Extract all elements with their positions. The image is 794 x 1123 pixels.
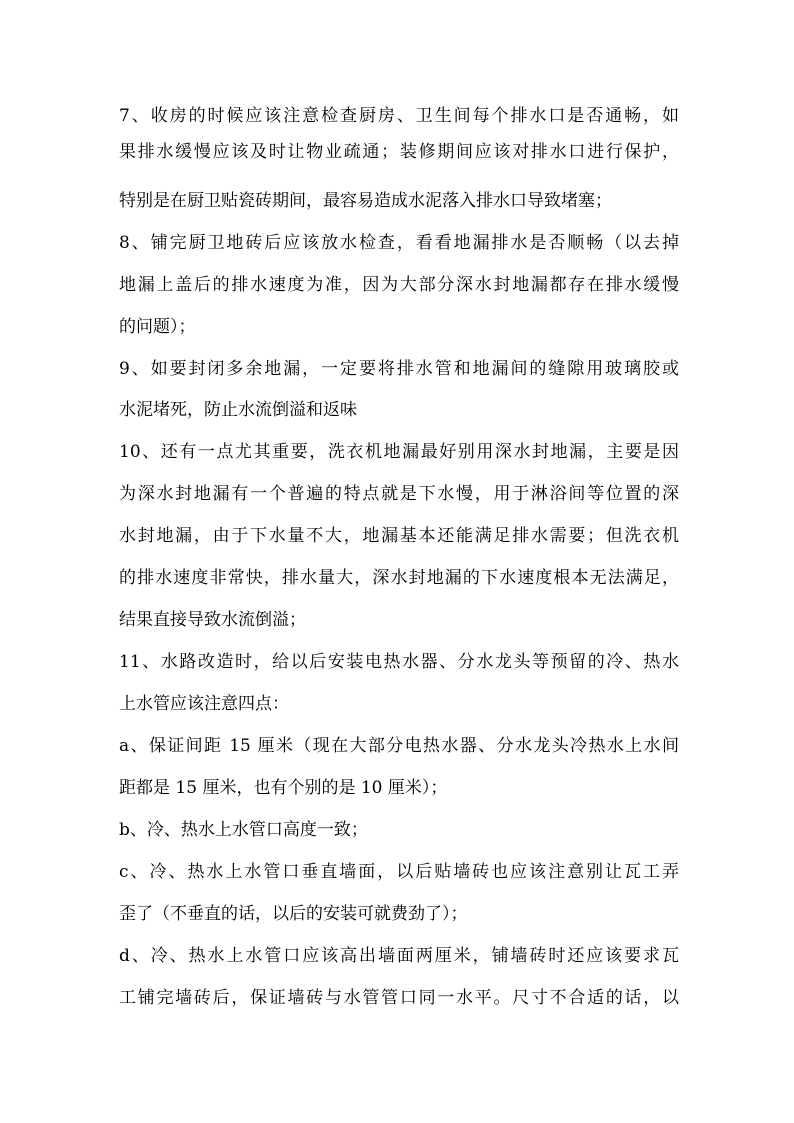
text-line: 的排水速度非常快，排水量大，深水封地漏的下水速度根本无法满足，	[119, 568, 679, 588]
text-line: 的问题）；	[119, 317, 196, 337]
text-line: 水泥堵死，防止水流倒溢和返味	[119, 400, 357, 420]
text-line: b、冷、热水上水管口高度一致；	[119, 820, 368, 840]
text-line: 歪了（不垂直的话，以后的安装可就费劲了）；	[119, 904, 468, 924]
text-line: 工铺完墙砖后，保证墙砖与水管管口同一水平。尺寸不合适的话，以	[119, 988, 679, 1008]
text-line: c、冷、热水上水管口垂直墙面，以后贴墙砖也应该注意别让瓦工弄	[119, 862, 679, 882]
text-line: 水封地漏，由于下水量不大，地漏基本还能满足排水需要；但洗衣机	[119, 526, 679, 546]
text-line: 8、铺完厨卫地砖后应该放水检查，看看地漏排水是否顺畅（以去掉	[119, 233, 679, 253]
text-line: 距都是 15 厘米，也有个别的是 10 厘米）；	[119, 778, 448, 798]
text-line: 结果直接导致水流倒溢；	[119, 610, 306, 630]
text-line: a、保证间距 15 厘米（现在大部分电热水器、分水龙头冷热水上水间	[119, 736, 679, 756]
text-line: 果排水缓慢应该及时让物业疏通；装修期间应该对排水口进行保护，	[119, 142, 679, 162]
text-line: 9、如要封闭多余地漏，一定要将排水管和地漏间的缝隙用玻璃胶或	[119, 359, 679, 379]
text-line: d、冷、热水上水管口应该高出墙面两厘米，铺墙砖时还应该要求瓦	[119, 946, 679, 966]
text-line: 特别是在厨卫贴瓷砖期间，最容易造成水泥落入排水口导致堵塞；	[119, 191, 612, 211]
text-line: 7、收房的时候应该注意检查厨房、卫生间每个排水口是否通畅，如	[119, 106, 679, 126]
text-line: 上水管应该注意四点：	[119, 694, 289, 714]
text-line: 为深水封地漏有一个普遍的特点就是下水慢，用于淋浴间等位置的深	[119, 484, 679, 504]
text-line: 11、水路改造时，给以后安装电热水器、分水龙头等预留的冷、热水	[119, 652, 679, 672]
text-line: 地漏上盖后的排水速度为准，因为大部分深水封地漏都存在排水缓慢	[119, 275, 679, 295]
text-line: 10、还有一点尤其重要，洗衣机地漏最好别用深水封地漏，主要是因	[119, 442, 679, 462]
